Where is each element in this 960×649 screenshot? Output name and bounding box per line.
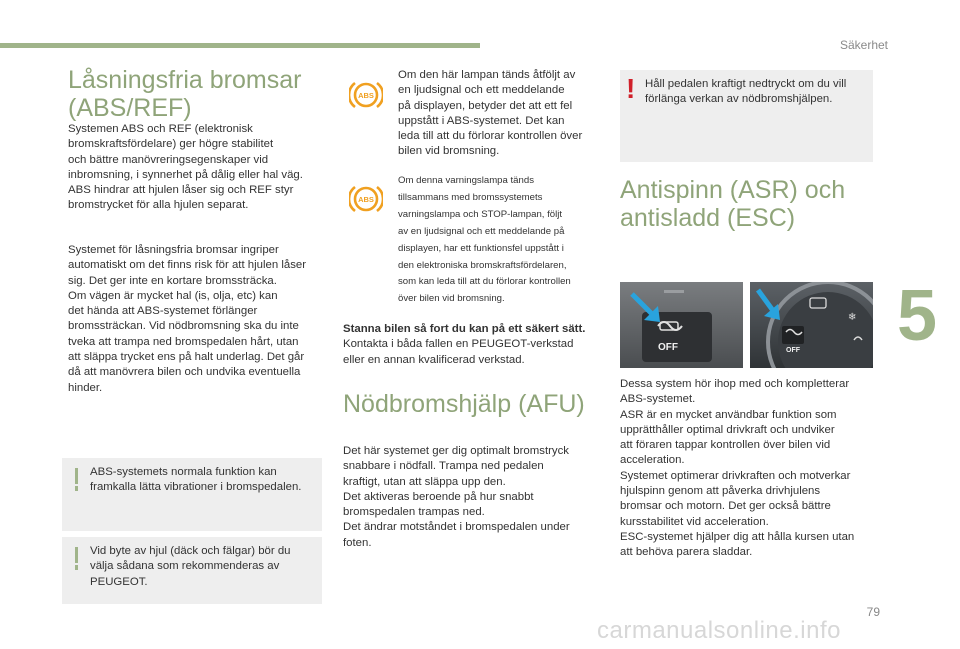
- page-number: 79: [866, 605, 880, 619]
- text-line: automatiskt om det finns risk för att hjulen låser: [68, 259, 307, 272]
- text-line: bromskraftsfördelare) ger högre stabilitet: [68, 138, 274, 151]
- text-line: sig. Det ger inte en kortare bromssträcka.: [68, 274, 277, 287]
- snowflake-icon: ❄: [848, 312, 857, 323]
- text-line: kraftigt, utan att släppa upp den.: [343, 475, 506, 488]
- esc-off-button-photo: [620, 282, 743, 368]
- text-line: upprätthåller optimal drivkraft och undviker: [620, 423, 835, 436]
- text-line: av en ljudsignal och ett meddelande på: [398, 225, 565, 237]
- asr-esc-title: [620, 176, 845, 232]
- info-icon: [75, 468, 78, 484]
- text-line: varningslampa och STOP-lampan, följt: [398, 208, 563, 220]
- text-line: hjulspinn genom att påverka drivhjulens: [620, 485, 821, 498]
- text-line: Vid byte av hjul (däck och fälgar) bör du: [90, 545, 291, 557]
- text-line: en ljudsignal och ett meddelande: [398, 84, 565, 97]
- text-line: Håll pedalen kraftigt nedtryckt om du vill: [645, 78, 847, 90]
- text-line: hinder.: [68, 381, 103, 394]
- text-line: Det ändrar motståndet i bromspedalen under: [343, 521, 570, 534]
- info-icon-dot: [75, 565, 78, 570]
- stop-bold-line: Stanna bilen så fort du kan på ett säkert sätt.: [343, 323, 586, 335]
- text-line: Det här systemet ger dig optimalt bromstryck: [343, 445, 569, 457]
- text-line: bromssträckan. Vid nödbromsning ska du inte: [68, 320, 299, 333]
- text-line: förlänga verkan av nödbromshjälpen.: [645, 93, 833, 106]
- text-line: bilen vid bromsning.: [398, 145, 500, 158]
- info-icon-dot: [75, 486, 78, 491]
- afu-title: Nödbromshjälp (AFU): [343, 390, 585, 418]
- text-line: ESC-systemet hjälper dig att hålla kursen utan: [620, 530, 855, 543]
- text-line: snabbare i nödfall. Trampa ned pedalen: [343, 460, 544, 473]
- afu-description: [343, 444, 570, 551]
- text-line: då att manövrera bilen och undvika eventuella: [68, 366, 301, 379]
- text-line: som kan leda till att du förlorar kontrollen: [398, 276, 571, 288]
- abs-icon-label: ABS: [358, 195, 374, 204]
- text-line: Systemen ABS och REF (elektronisk: [68, 123, 253, 135]
- text-line: bromstrycket för alla hjulen separat.: [68, 199, 249, 212]
- text-line: foten.: [343, 536, 372, 549]
- text-line: Systemet optimerar drivkraften och motverkar: [620, 469, 851, 482]
- text-line: tveka att trampa ned bromspedalen hårt, utan: [68, 335, 299, 348]
- warning-exclamation-icon: !: [626, 73, 636, 104]
- text-line: framkalla lätta vibrationer i bromspedalen.: [90, 481, 302, 494]
- info-note-vibrations: [62, 458, 322, 531]
- text-line: kursstabilitet vid acceleration.: [620, 515, 769, 528]
- text-line: tillsammans med bromssystemets: [398, 191, 543, 203]
- text-line: PEUGEOT.: [90, 575, 148, 588]
- text-line: den elektroniska bromskraftsfördelaren,: [398, 259, 567, 271]
- section-label: Säkerhet: [839, 38, 888, 52]
- abs-icon-label: ABS: [358, 91, 374, 100]
- abs-title-line2: (ABS/REF): [68, 94, 192, 122]
- lamp2-description: [398, 173, 571, 308]
- abs-title-line1: Låsningsfria bromsar: [68, 66, 302, 94]
- warning-note-pedal: [620, 70, 873, 162]
- abs-warning-lamp-icon: [349, 78, 383, 112]
- info-note-wheels: [62, 537, 322, 604]
- text-line: och bättre manövreringsegenskaper vid: [68, 153, 269, 166]
- text-line: på displayen, betyder det att ett fel: [398, 99, 573, 112]
- dash-off-label: OFF: [786, 347, 800, 354]
- text-line: välja sådana som rekommenderas av: [90, 560, 280, 573]
- header-accent-bar: [0, 43, 480, 48]
- text-line: Systemet för låsningsfria bromsar ingriper: [68, 244, 279, 256]
- abs-title: [68, 66, 301, 122]
- text-line: uppstått i ABS-systemet. Det kan: [398, 114, 565, 127]
- dashboard-esc-off-photo: [750, 282, 873, 368]
- esc-off-label: OFF: [658, 342, 678, 353]
- text-line: det hända att ABS-systemet förlänger: [68, 305, 258, 318]
- note-text: [90, 465, 301, 496]
- text-line: ABS-systemets normala funktion kan: [90, 466, 277, 478]
- text-line: Om denna varningslampa tänds: [398, 175, 534, 186]
- text-line: bromsar och motorn. Det ger också bättre: [620, 500, 831, 513]
- abs-paragraph-2: [68, 243, 306, 396]
- text-line: Dessa system hör ihop med och kompletterar: [620, 378, 850, 390]
- text-line: Om vägen är mycket hal (is, olja, etc) kan: [68, 289, 278, 302]
- text-line: bromspedalen trampas ned.: [343, 506, 485, 519]
- text-line: ASR är en mycket användbar funktion som: [620, 408, 837, 421]
- text-line: att behöva parera sladdar.: [620, 546, 753, 559]
- text-line: ABS hindrar att hjulen låser sig och REF styr: [68, 184, 294, 197]
- text-line: acceleration.: [620, 454, 685, 467]
- text-line: leda till att du förlorar kontrollen över: [398, 130, 583, 143]
- text-line: displayen, har ett funktionsfel uppstått i: [398, 242, 564, 254]
- asr-title-line2: antisladd (ESC): [620, 204, 796, 232]
- text-line: inbromsning, i synnerhet på dålig eller hal väg.: [68, 168, 303, 181]
- asr-title-line1: Antispinn (ASR) och: [620, 176, 846, 204]
- watermark: carmanualsonline.info: [597, 617, 841, 644]
- info-icon: [75, 547, 78, 563]
- note-text: [90, 544, 291, 590]
- text-line: ABS-systemet.: [620, 393, 696, 406]
- warning-text: [645, 77, 846, 108]
- ref-warning-lamp-icon: [349, 182, 383, 216]
- text-line: Kontakta i båda fallen en PEUGEOT-verkstad: [343, 338, 574, 351]
- text-line: att föraren tappar kontrollen över bilen vid: [620, 439, 831, 452]
- lamp1-description: [398, 68, 582, 160]
- text-line: att släppa trycket ens på halt underlag. Det går: [68, 351, 305, 364]
- text-line: eller en annan kvalificerad verkstad.: [343, 353, 525, 366]
- abs-paragraph-1: [68, 122, 303, 214]
- chapter-number: 5: [897, 276, 938, 356]
- text-line: Om den här lampan tänds åtföljt av: [398, 69, 576, 81]
- text-line: Det aktiveras beroende på hur snabbt: [343, 490, 534, 503]
- asr-esc-description: [620, 377, 854, 561]
- text-line: över bilen vid bromsning.: [398, 293, 505, 305]
- stop-instructions: [343, 322, 585, 368]
